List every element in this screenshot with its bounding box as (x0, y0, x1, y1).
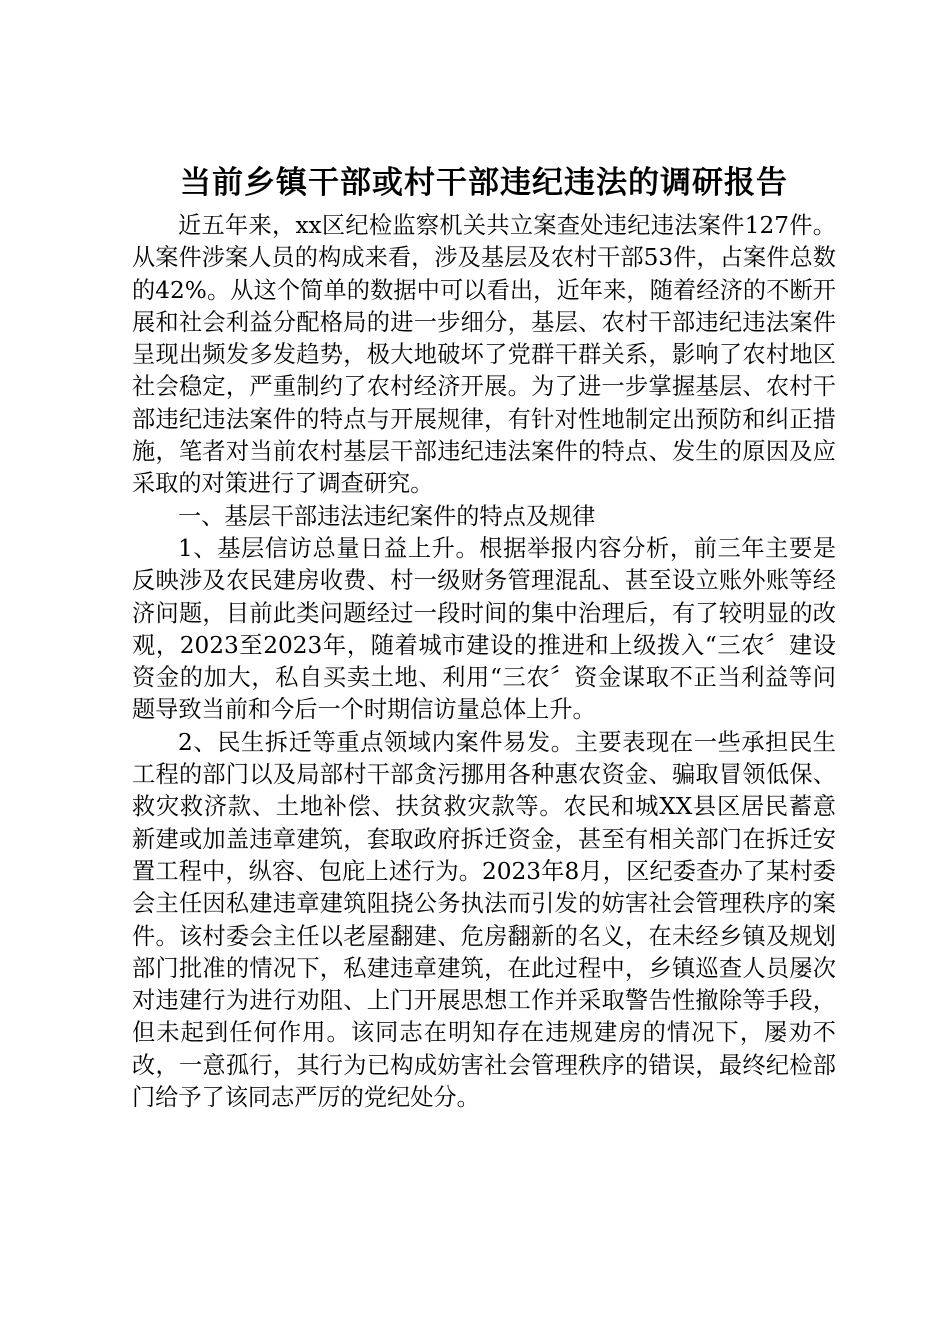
intro-paragraph: 近五年来，xx区纪检监察机关共立案查处违纪违法案件127件。从案件涉案人员的构成来看，涉及基层及农村干部53件，占案件总数的42%。从这个简单的数据中可以看出，近年来，随着经济的不断开展和社会利益分配格局的进一步细分，基层、农村干部违纪违法案件呈现出频发多发趋势，极大地破坏了党群干群关系，影响了农村地区社会稳定，严重制约了农村经济开展。为了进一步掌握基层、农村干部违纪违法案件的特点与开展规律，有针对性地制定出预防和纠正措施，笔者对当前农村基层干部违纪违法案件的特点、发生的原因及应采取的对策进行了调查研究。 (132, 212, 836, 498)
section-heading: 一、基层干部违法违纪案件的特点及规律 (178, 502, 596, 530)
document-page (132, 160, 836, 1114)
point-1-paragraph: 1、基层信访总量日益上升。根据举报内容分析，前三年主要是反映涉及农民建房收费、村一级财务管理混乱、甚至设立账外账等经济问题，目前此类问题经过一段时间的集中治理后，有了较明显的改观，2023至2023年，随着城市建设的推进和上级拨入“三农〞建设资金的加大，私自买卖土地、利用“三农〞资金谋取不正当利益等问题导致当前和今后一个时期信访量总体上升。 (132, 534, 836, 724)
point-2-paragraph: 2、民生拆迁等重点领域内案件易发。主要表现在一些承担民生工程的部门以及局部村干部贪污挪用各种惠农资金、骗取冒领低保、救灾救济款、土地补偿、扶贫救灾款等。农民和城XX县区居民蓄意新建或加盖违章建筑，套取政府拆迁资金，甚至有相关部门在拆迁安置工程中，纵容、包庇上述行为。2023年8月，区纪委查办了某村委会主任因私建违章建筑阻挠公务执法而引发的妨害社会管理秩序的案件。该村委会主任以老屋翻建、危房翻新的名义，在未经乡镇及规划部门批准的情况下，私建违章建筑，在此过程中，乡镇巡查人员屡次对违建行为进行劝阻、上门开展思想工作并采取警告性撤除等手段，但未起到任何作用。该同志在明知存在违规建房的情况下，屡劝不改，一意孤行，其行为已构成妨害社会管理秩序的错误，最终纪检部门给予了该同志严厉的党纪处分。 (132, 728, 836, 1112)
document-title: 当前乡镇干部或村干部违纪违法的调研报告 (180, 165, 788, 201)
